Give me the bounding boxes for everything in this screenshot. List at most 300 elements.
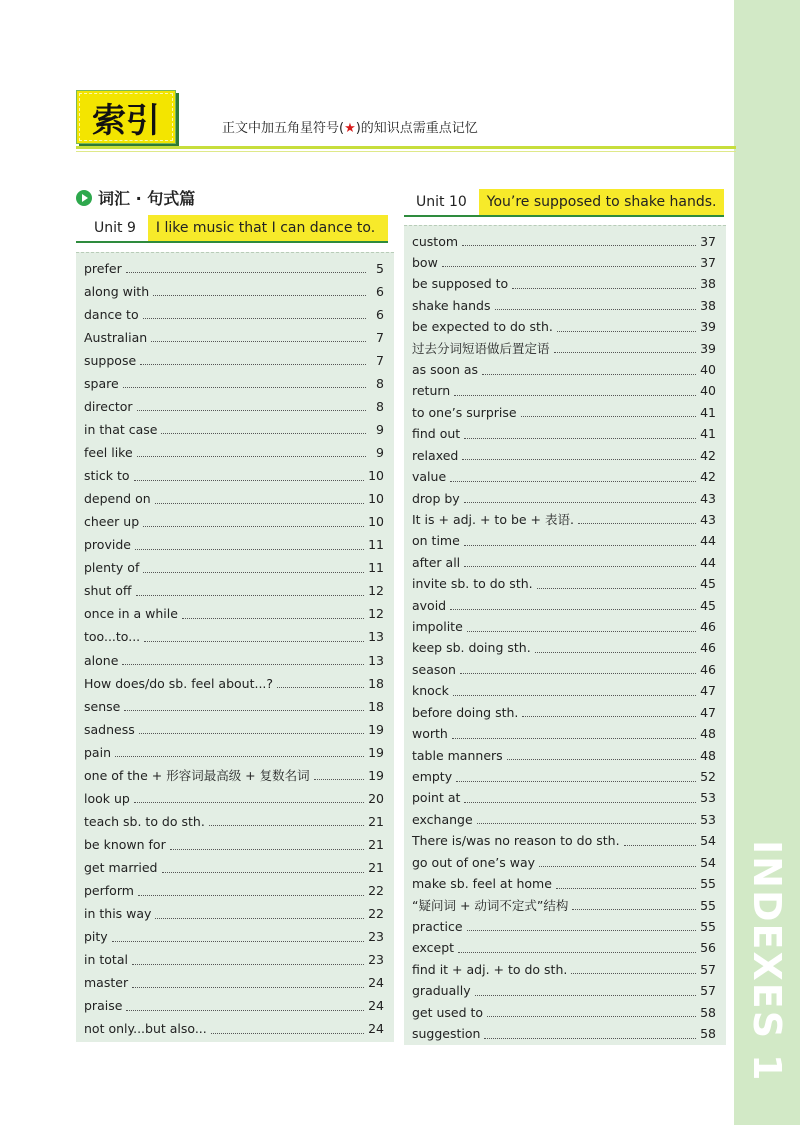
entry-leader-dots	[454, 394, 696, 396]
entry-term: custom	[412, 233, 459, 249]
entry-leader-dots	[143, 525, 364, 527]
entry-term: provide	[84, 537, 131, 553]
subtitle-pre: 正文中加五角星符号(	[222, 121, 345, 136]
page-title	[76, 90, 176, 144]
entry-leader-dots	[453, 694, 696, 696]
entry-term: keep sb. doing sth.	[412, 640, 531, 656]
entry-leader-dots	[512, 287, 696, 289]
entry-term: get married	[84, 860, 158, 876]
entry-term: dance to	[84, 306, 139, 322]
entry-leader-dots	[452, 737, 696, 739]
entry-term: value	[412, 469, 447, 485]
entry-page-number: 57	[700, 983, 716, 999]
entry-term: shut off	[84, 583, 132, 599]
entry-term: exchange	[412, 811, 473, 827]
entry-term: Australian	[84, 329, 148, 345]
section-heading	[76, 186, 195, 209]
index-entry	[412, 425, 716, 443]
entry-leader-dots	[556, 887, 696, 889]
entry-page-number: 21	[368, 813, 384, 829]
entry-page-number: 23	[368, 952, 384, 968]
entry-page-number: 55	[700, 897, 716, 913]
entry-term: suppose	[84, 352, 137, 368]
entry-leader-dots	[170, 848, 364, 850]
entry-leader-dots	[138, 894, 364, 896]
entry-term: pity	[84, 929, 108, 945]
index-entry	[412, 768, 716, 786]
entry-leader-dots	[151, 340, 366, 342]
entry-page-number: 13	[368, 629, 384, 645]
entry-page-number: 12	[368, 583, 384, 599]
index-entry	[84, 351, 384, 369]
side-label	[727, 840, 800, 1083]
entry-term: be known for	[84, 837, 166, 852]
entry-term: shake hands	[412, 297, 491, 313]
index-entry	[84, 974, 384, 992]
index-entry	[412, 446, 716, 464]
entry-term: along with	[84, 283, 150, 299]
entry-term: director	[84, 398, 133, 414]
index-entry	[84, 282, 384, 300]
entry-page-number: 19	[368, 721, 384, 737]
index-entry	[412, 1025, 716, 1043]
entry-term: be expected to do sth.	[412, 319, 553, 335]
entry-term: depend on	[84, 491, 151, 507]
entry-page-number: 23	[368, 929, 384, 945]
entry-leader-dots	[554, 351, 697, 353]
entry-leader-dots	[126, 1009, 364, 1011]
entry-leader-dots	[124, 709, 364, 711]
unit-9-header	[76, 216, 388, 242]
entry-term: plenty of	[84, 560, 140, 576]
entry-term: bow	[412, 254, 438, 270]
entry-leader-dots	[139, 732, 364, 734]
unit-10-header	[404, 190, 724, 216]
entry-term: There is/was no reason to do sth.	[412, 833, 620, 849]
entry-term: suggestion	[412, 1026, 481, 1042]
entry-term: stick to	[84, 468, 130, 484]
entry-page-number: 47	[700, 683, 716, 699]
entry-leader-dots	[537, 587, 696, 589]
index-entry	[412, 403, 716, 421]
entry-term: avoid	[412, 597, 447, 613]
index-entry	[84, 328, 384, 346]
index-entry	[84, 1020, 384, 1038]
index-entry	[84, 766, 384, 784]
index-entry	[84, 697, 384, 715]
index-entry	[84, 420, 384, 438]
entry-leader-dots	[624, 844, 697, 846]
entry-leader-dots	[456, 780, 696, 782]
index-entry	[412, 746, 716, 764]
index-entry	[84, 628, 384, 646]
entry-leader-dots	[135, 548, 364, 550]
index-entry	[412, 810, 716, 828]
entry-page-number: 22	[368, 883, 384, 899]
index-entry	[84, 720, 384, 738]
side-label-text: INDEXES	[745, 840, 789, 1041]
entry-leader-dots	[557, 330, 696, 332]
entry-leader-dots	[115, 755, 364, 757]
section-title: 词汇 · 句式篇	[98, 189, 196, 208]
entry-leader-dots	[140, 363, 366, 365]
entry-term: in that case	[84, 421, 158, 437]
index-entry	[412, 339, 716, 357]
entry-page-number: 21	[368, 837, 384, 852]
index-entry	[412, 896, 716, 914]
entry-leader-dots	[487, 1015, 696, 1017]
entry-leader-dots	[182, 617, 364, 619]
index-entry	[412, 575, 716, 593]
entry-page-number: 37	[700, 254, 716, 270]
entry-page-number: 45	[700, 597, 716, 613]
unit-10-label: Unit 10	[404, 189, 479, 217]
entry-leader-dots	[571, 972, 696, 974]
entry-page-number: 42	[700, 447, 716, 463]
entry-term: alone	[84, 652, 119, 668]
entry-page-number: 46	[700, 661, 716, 677]
index-entry	[84, 789, 384, 807]
entry-leader-dots	[464, 565, 696, 567]
entry-leader-dots	[535, 651, 696, 653]
entry-page-number: 55	[700, 876, 716, 892]
unit-9-label: Unit 9	[76, 215, 148, 243]
entry-term: gradually	[412, 983, 471, 999]
entry-leader-dots	[539, 865, 696, 867]
page-subtitle	[222, 117, 478, 136]
entry-term: too...to...	[84, 629, 141, 645]
entry-page-number: 44	[700, 533, 716, 549]
entry-leader-dots	[132, 963, 364, 965]
entry-leader-dots	[522, 715, 696, 717]
index-entry	[412, 468, 716, 486]
entry-leader-dots	[464, 544, 696, 546]
entry-leader-dots	[144, 640, 364, 642]
index-entry	[412, 361, 716, 379]
entry-leader-dots	[137, 409, 366, 411]
entry-leader-dots	[155, 917, 364, 919]
index-entry	[84, 397, 384, 415]
entry-leader-dots	[460, 672, 696, 674]
entry-leader-dots	[112, 940, 364, 942]
entry-term: praise	[84, 998, 123, 1014]
entry-term: sadness	[84, 721, 135, 737]
entry-term: in this way	[84, 906, 152, 922]
entry-term: once in a while	[84, 606, 178, 622]
unit-10-title: You’re supposed to shake hands.	[479, 189, 724, 217]
index-entry	[84, 490, 384, 508]
entry-term: to one’s surprise	[412, 404, 517, 420]
index-entry	[412, 489, 716, 507]
entry-term: invite sb. to do sth.	[412, 576, 533, 592]
entry-term: table manners	[412, 747, 503, 763]
index-entry	[84, 443, 384, 461]
entry-page-number: 24	[368, 998, 384, 1014]
index-entry	[412, 703, 716, 721]
entry-page-number: 41	[700, 404, 716, 420]
entry-term: season	[412, 661, 456, 677]
entry-leader-dots	[450, 480, 696, 482]
entry-page-number: 39	[700, 319, 716, 335]
entry-term: 过去分词短语做后置定语	[412, 341, 550, 357]
entry-leader-dots	[143, 571, 364, 573]
entry-leader-dots	[123, 386, 366, 388]
entry-page-number: 13	[368, 652, 384, 668]
entry-page-number: 11	[368, 537, 384, 553]
index-entry	[412, 960, 716, 978]
entry-term: go out of one’s way	[412, 854, 536, 870]
entry-term: look up	[84, 790, 130, 806]
entry-leader-dots	[521, 415, 697, 417]
header-rule-thin	[76, 151, 736, 152]
index-entry	[412, 532, 716, 550]
entry-page-number: 58	[700, 1026, 716, 1042]
entry-term: perform	[84, 883, 134, 899]
index-entry	[412, 682, 716, 700]
index-entry	[84, 305, 384, 323]
entry-page-number: 12	[368, 606, 384, 622]
entry-page-number: 19	[368, 767, 384, 783]
index-entry	[84, 905, 384, 923]
index-entry	[412, 875, 716, 893]
index-entry	[84, 374, 384, 392]
entry-page-number: 53	[700, 790, 716, 806]
entry-term: not only...but also...	[84, 1021, 207, 1037]
entry-term: find it + adj. + to do sth.	[412, 961, 568, 977]
entry-term: relaxed	[412, 447, 459, 463]
index-entry	[84, 928, 384, 946]
page-title-text: 索引	[92, 100, 160, 141]
entry-term: impolite	[412, 619, 463, 635]
entry-page-number: 24	[368, 975, 384, 991]
entry-page-number: 8	[376, 398, 384, 414]
entry-page-number: 54	[700, 833, 716, 849]
entry-term: as soon as	[412, 362, 479, 378]
index-entry	[84, 882, 384, 900]
entry-term: point at	[412, 790, 461, 806]
entry-term: How does/do sb. feel about...?	[84, 675, 274, 691]
side-label-number: 1	[745, 1054, 789, 1083]
entry-leader-dots	[136, 594, 365, 596]
index-entry	[412, 275, 716, 293]
entry-page-number: 22	[368, 906, 384, 922]
entry-page-number: 43	[700, 490, 716, 506]
entry-page-number: 10	[368, 491, 384, 507]
entry-term: spare	[84, 375, 119, 391]
entry-leader-dots	[462, 244, 696, 246]
entry-leader-dots	[467, 630, 696, 632]
entry-term: worth	[412, 726, 448, 742]
index-entry	[84, 467, 384, 485]
play-icon	[76, 190, 92, 206]
entry-page-number: 38	[700, 276, 716, 292]
entry-page-number: 42	[700, 469, 716, 485]
unit-10-index-panel	[404, 225, 726, 1045]
unit-9-index-panel	[76, 252, 394, 1042]
entry-page-number: 20	[368, 790, 384, 806]
entry-term: teach sb. to do sth.	[84, 813, 205, 829]
index-entry	[412, 618, 716, 636]
index-entry	[412, 318, 716, 336]
index-entry	[84, 259, 384, 277]
entry-page-number: 40	[700, 383, 716, 399]
entry-page-number: 6	[376, 306, 384, 322]
index-entry	[412, 660, 716, 678]
entry-term: cheer up	[84, 514, 140, 530]
entry-page-number: 45	[700, 576, 716, 592]
index-entry	[412, 596, 716, 614]
index-entry	[412, 832, 716, 850]
index-entry	[84, 605, 384, 623]
entry-leader-dots	[126, 271, 366, 273]
index-entry	[412, 939, 716, 957]
entry-page-number: 8	[376, 375, 384, 391]
entry-page-number: 47	[700, 704, 716, 720]
entry-leader-dots	[162, 871, 365, 873]
entry-term: get used to	[412, 1004, 484, 1020]
entry-page-number: 10	[368, 468, 384, 484]
entry-page-number: 7	[376, 329, 384, 345]
entry-leader-dots	[134, 801, 364, 803]
index-entry	[412, 1003, 716, 1021]
index-entry	[84, 951, 384, 969]
entry-leader-dots	[475, 994, 697, 996]
index-entry	[84, 836, 384, 854]
entry-page-number: 18	[368, 698, 384, 714]
entry-page-number: 46	[700, 619, 716, 635]
unit-9-title: I like music that I can dance to.	[148, 215, 388, 243]
entry-page-number: 53	[700, 811, 716, 827]
entry-page-number: 46	[700, 640, 716, 656]
entry-page-number: 48	[700, 726, 716, 742]
entry-leader-dots	[143, 317, 366, 319]
index-entry	[84, 674, 384, 692]
star-icon: ★	[344, 121, 356, 136]
entry-leader-dots	[484, 1037, 696, 1039]
index-entry	[84, 859, 384, 877]
entry-term: sense	[84, 698, 121, 714]
entry-leader-dots	[572, 908, 696, 910]
entry-leader-dots	[458, 951, 696, 953]
entry-leader-dots	[161, 432, 366, 434]
entry-term: make sb. feel at home	[412, 876, 552, 892]
index-entry	[412, 232, 716, 250]
entry-leader-dots	[153, 294, 366, 296]
entry-leader-dots	[462, 458, 696, 460]
index-entry	[412, 382, 716, 400]
entry-page-number: 21	[368, 860, 384, 876]
entry-page-number: 11	[368, 560, 384, 576]
index-entry	[412, 639, 716, 657]
entry-page-number: 56	[700, 940, 716, 956]
entry-leader-dots	[314, 778, 364, 780]
entry-page-number: 24	[368, 1021, 384, 1037]
entry-page-number: 19	[368, 744, 384, 760]
entry-leader-dots	[211, 1032, 364, 1034]
entry-term: except	[412, 940, 455, 956]
index-entry	[84, 997, 384, 1015]
entry-term: empty	[412, 769, 453, 784]
entry-leader-dots	[137, 455, 366, 457]
entry-page-number: 43	[700, 511, 716, 527]
entry-leader-dots	[477, 822, 696, 824]
index-entry	[412, 296, 716, 314]
index-entry	[412, 510, 716, 528]
entry-page-number: 38	[700, 297, 716, 313]
index-entry	[412, 789, 716, 807]
entry-page-number: 5	[376, 260, 384, 276]
index-entry	[84, 743, 384, 761]
entry-page-number: 40	[700, 362, 716, 378]
entry-page-number: 48	[700, 747, 716, 763]
index-entry	[412, 853, 716, 871]
entry-leader-dots	[495, 308, 697, 310]
index-entry	[412, 725, 716, 743]
entry-term: in total	[84, 952, 128, 968]
entry-term: practice	[412, 918, 463, 934]
entry-term: drop by	[412, 490, 460, 506]
index-entry	[412, 917, 716, 935]
entry-page-number: 10	[368, 514, 384, 530]
entry-leader-dots	[578, 522, 696, 524]
index-entry	[412, 982, 716, 1000]
entry-term: on time	[412, 533, 460, 549]
entry-leader-dots	[464, 801, 696, 803]
entry-page-number: 39	[700, 340, 716, 356]
entry-page-number: 54	[700, 854, 716, 870]
entry-term: pain	[84, 744, 111, 760]
entry-leader-dots	[464, 437, 696, 439]
index-entry	[84, 559, 384, 577]
entry-leader-dots	[442, 265, 696, 267]
entry-leader-dots	[507, 758, 696, 760]
entry-page-number: 6	[376, 283, 384, 299]
entry-term: It is + adj. + to be + 表语.	[412, 512, 574, 528]
entry-page-number: 18	[368, 675, 384, 691]
entry-term: prefer	[84, 260, 122, 276]
index-entry	[412, 253, 716, 271]
subtitle-post: )的知识点需重点记忆	[355, 121, 478, 136]
entry-leader-dots	[122, 663, 364, 665]
entry-leader-dots	[134, 479, 365, 481]
index-entry	[84, 651, 384, 669]
index-entry	[412, 553, 716, 571]
entry-leader-dots	[209, 824, 364, 826]
entry-page-number: 52	[700, 769, 716, 784]
entry-leader-dots	[467, 929, 697, 931]
entry-term: one of the + 形容词最高级 + 复数名词	[84, 768, 310, 784]
entry-leader-dots	[277, 686, 364, 688]
entry-page-number: 7	[376, 352, 384, 368]
entry-term: be supposed to	[412, 276, 509, 292]
entry-term: find out	[412, 426, 461, 442]
entry-term: after all	[412, 554, 461, 570]
entry-term: knock	[412, 683, 449, 699]
entry-leader-dots	[450, 608, 696, 610]
entry-term: return	[412, 383, 451, 399]
entry-leader-dots	[482, 373, 696, 375]
entry-leader-dots	[464, 501, 696, 503]
entry-page-number: 41	[700, 426, 716, 442]
entry-page-number: 57	[700, 961, 716, 977]
entry-page-number: 9	[376, 421, 384, 437]
entry-leader-dots	[155, 502, 364, 504]
entry-leader-dots	[132, 986, 364, 988]
header-rule	[76, 146, 736, 149]
entry-term: feel like	[84, 444, 133, 460]
index-entry	[84, 812, 384, 830]
index-entry	[84, 582, 384, 600]
